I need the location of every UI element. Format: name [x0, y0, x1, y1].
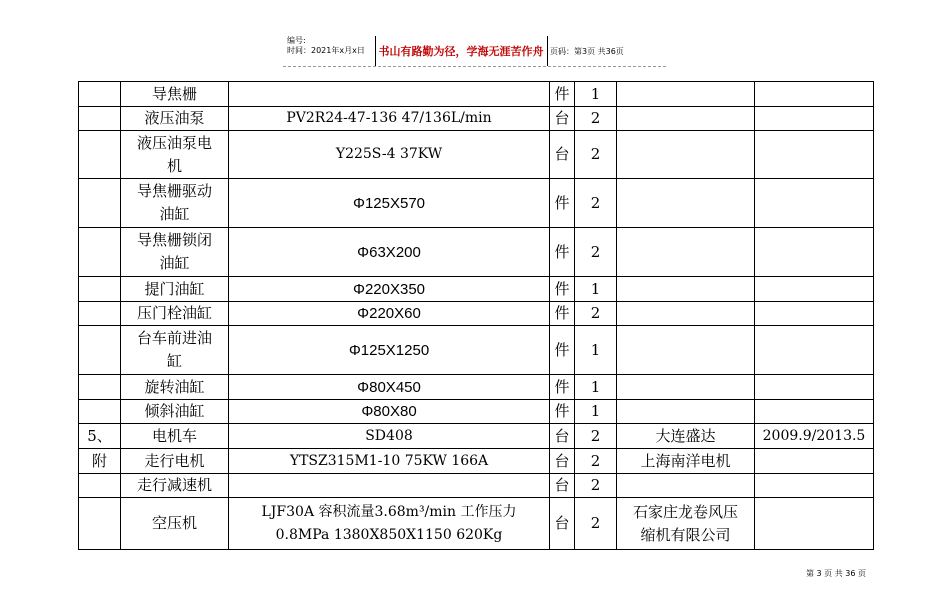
- table-row: [79, 326, 874, 375]
- number-label: 编号:: [287, 36, 306, 45]
- cell-maker: [617, 131, 755, 179]
- cell-unit: 件: [550, 326, 575, 375]
- cell-no: [79, 400, 121, 424]
- cell-no: [79, 498, 121, 550]
- cell-name: 电机车: [121, 424, 229, 449]
- cell-qty: 2: [575, 131, 617, 179]
- cell-name: 导焦栅锁闭油缸: [121, 228, 229, 277]
- cell-spec: Φ125X1250: [229, 326, 550, 375]
- cell-name: 走行电机: [121, 449, 229, 474]
- cell-unit: 件: [550, 375, 575, 400]
- cell-name: 倾斜油缸: [121, 400, 229, 424]
- cell-date: [755, 375, 874, 400]
- cell-no: 附: [79, 449, 121, 474]
- cell-unit: 台: [550, 474, 575, 498]
- cell-date: [755, 107, 874, 131]
- cell-name: 导焦栅: [121, 82, 229, 107]
- header-divider: [283, 66, 666, 67]
- cell-maker: [617, 107, 755, 131]
- maker-line: 缩机有限公司: [640, 525, 731, 544]
- cell-no: [79, 179, 121, 228]
- cell-name: 走行减速机: [121, 474, 229, 498]
- cell-maker: [617, 326, 755, 375]
- cell-qty: 1: [575, 326, 617, 375]
- table-row: [79, 498, 874, 550]
- cell-no: [79, 326, 121, 375]
- cell-no: 5、: [79, 424, 121, 449]
- cell-unit: 件: [550, 82, 575, 107]
- maker-line: 石家庄龙卷风压: [632, 502, 738, 521]
- cell-unit: 件: [550, 228, 575, 277]
- cell-name: 空压机: [121, 498, 229, 550]
- table-row: [79, 375, 874, 400]
- table-row: [79, 82, 874, 107]
- equipment-table: [78, 81, 874, 550]
- table-row: [79, 228, 874, 277]
- page-header: [283, 36, 666, 66]
- cell-no: [79, 82, 121, 107]
- cell-date: [755, 179, 874, 228]
- cell-name: 压门栓油缸: [121, 302, 229, 326]
- cell-qty: 2: [575, 107, 617, 131]
- cell-spec: Φ125X570: [229, 179, 550, 228]
- cell-spec: SD408: [229, 424, 550, 449]
- cell-no: [79, 107, 121, 131]
- cell-unit: 件: [550, 179, 575, 228]
- cell-maker: [617, 277, 755, 302]
- table-row: [79, 302, 874, 326]
- cell-date: [755, 277, 874, 302]
- cell-no: [79, 474, 121, 498]
- cell-qty: 2: [575, 302, 617, 326]
- spec-line: 0.8MPa 1380X850X1150 620Kg: [275, 526, 503, 543]
- cell-spec: [229, 498, 550, 550]
- cell-qty: 2: [575, 228, 617, 277]
- cell-date: [755, 449, 874, 474]
- cell-date: 2009.9/2013.5: [755, 424, 874, 449]
- cell-spec: Φ80X450: [229, 375, 550, 400]
- cell-unit: 台: [550, 449, 575, 474]
- table-row: [79, 400, 874, 424]
- cell-qty: 2: [575, 179, 617, 228]
- cell-spec: Φ80X80: [229, 400, 550, 424]
- table-row: [79, 179, 874, 228]
- cell-name: 台车前进油缸: [121, 326, 229, 375]
- cell-name: 提门油缸: [121, 277, 229, 302]
- cell-maker: [617, 179, 755, 228]
- cell-unit: 台: [550, 424, 575, 449]
- cell-qty: 1: [575, 375, 617, 400]
- table-row: [79, 474, 874, 498]
- header-meta: [283, 36, 376, 66]
- cell-unit: 件: [550, 302, 575, 326]
- page-footer: 第 3 页 共 36 页: [806, 569, 866, 578]
- cell-unit: 台: [550, 107, 575, 131]
- cell-spec: Φ220X350: [229, 277, 550, 302]
- cell-unit: 台: [550, 131, 575, 179]
- table-row: [79, 424, 874, 449]
- cell-date: [755, 498, 874, 550]
- spec-line: LJF30A 容积流量3.68m³/min 工作压力: [261, 503, 517, 520]
- cell-maker: [617, 302, 755, 326]
- cell-maker: [617, 498, 755, 550]
- cell-spec: PV2R24-47-136 47/136L/min: [229, 107, 550, 131]
- cell-spec: Y225S-4 37KW: [229, 131, 550, 179]
- cell-maker: [617, 375, 755, 400]
- cell-no: [79, 228, 121, 277]
- cell-maker: 大连盛达: [617, 424, 755, 449]
- time-label: 时间：2021年x月x日: [287, 46, 365, 55]
- cell-unit: 件: [550, 277, 575, 302]
- cell-qty: 2: [575, 449, 617, 474]
- cell-maker: [617, 82, 755, 107]
- cell-spec: [229, 474, 550, 498]
- cell-date: [755, 131, 874, 179]
- cell-no: [79, 277, 121, 302]
- cell-no: [79, 131, 121, 179]
- cell-maker: [617, 228, 755, 277]
- cell-no: [79, 302, 121, 326]
- cell-spec: YTSZ315M1-10 75KW 166A: [229, 449, 550, 474]
- cell-maker: [617, 400, 755, 424]
- cell-date: [755, 228, 874, 277]
- cell-name: 导焦栅驱动油缸: [121, 179, 229, 228]
- cell-spec: [229, 82, 550, 107]
- cell-qty: 1: [575, 277, 617, 302]
- cell-name: 液压油泵电机: [121, 131, 229, 179]
- table-row: [79, 131, 874, 179]
- cell-date: [755, 82, 874, 107]
- cell-maker: [617, 474, 755, 498]
- cell-no: [79, 375, 121, 400]
- table-row: [79, 277, 874, 302]
- cell-maker: 上海南洋电机: [617, 449, 755, 474]
- cell-qty: 1: [575, 400, 617, 424]
- cell-date: [755, 474, 874, 498]
- cell-spec: Φ220X60: [229, 302, 550, 326]
- cell-date: [755, 302, 874, 326]
- header-slogan: 书山有路勤为径，学海无涯苦作舟: [375, 36, 548, 66]
- table-row: [79, 449, 874, 474]
- cell-name: 液压油泵: [121, 107, 229, 131]
- cell-spec: Φ63X200: [229, 228, 550, 277]
- cell-qty: 2: [575, 474, 617, 498]
- cell-qty: 2: [575, 498, 617, 550]
- cell-date: [755, 400, 874, 424]
- cell-unit: 件: [550, 400, 575, 424]
- table-row: [79, 107, 874, 131]
- cell-qty: 2: [575, 424, 617, 449]
- cell-name: 旋转油缸: [121, 375, 229, 400]
- header-page-info: 页码：第3页 共36页: [550, 46, 624, 56]
- cell-date: [755, 326, 874, 375]
- cell-unit: 台: [550, 498, 575, 550]
- cell-qty: 1: [575, 82, 617, 107]
